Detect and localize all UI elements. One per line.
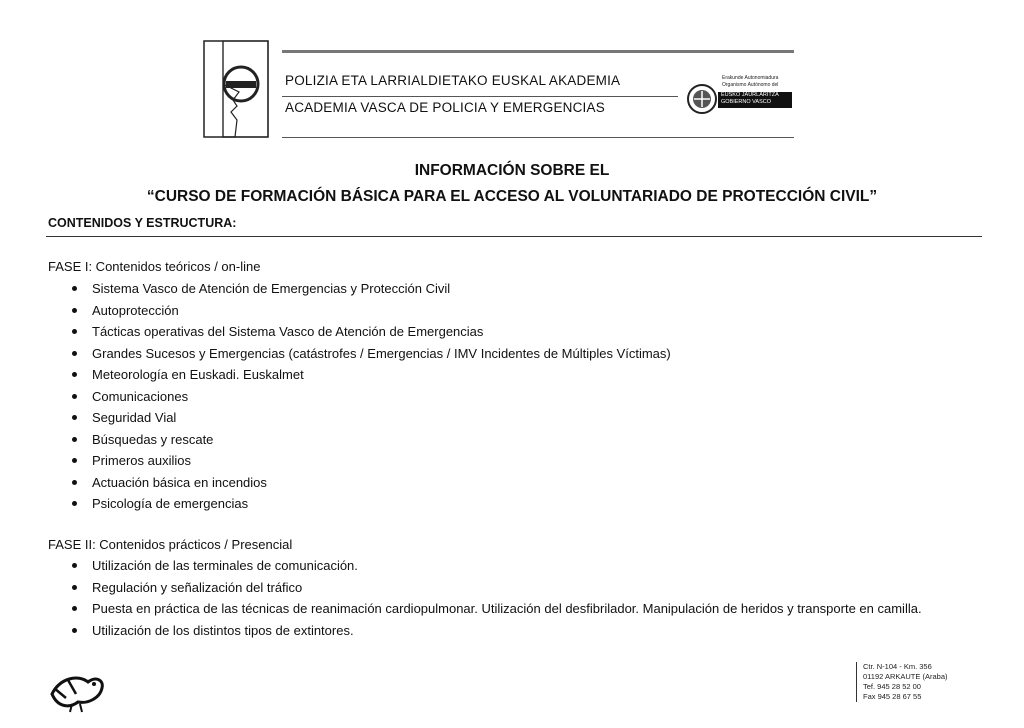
phase-2-heading: FASE II: Contenidos prácticos / Presencial [48,537,293,552]
list-item [66,555,922,577]
bullet-icon [72,606,77,611]
list-item-text: Puesta en práctica de las técnicas de reanimación cardiopulmonar. Utilización del desfibrilador. Manipulación de heridos y transporte en camilla. [92,601,922,616]
academy-name-spanish: ACADEMIA VASCA DE POLICIA Y EMERGENCIAS [285,100,605,115]
bullet-icon [72,394,77,399]
bullet-icon [72,372,77,377]
address-line: Ctr. N-104 - Km. 356 [863,662,932,671]
list-item [66,321,671,343]
academy-name-basque: POLIZIA ETA LARRIALDIETAKO EUSKAL AKADEMIA [285,73,621,88]
bullet-icon [72,501,77,506]
address-line: 01192 ARKAUTE (Araba) [863,672,948,681]
bird-logo-icon [48,668,108,714]
academy-emblem-icon [203,40,269,138]
list-item-text: Autoprotección [92,302,179,318]
list-item [66,407,671,429]
list-item-text: Meteorología en Euskadi. Euskalmet [92,367,304,382]
phase-2-list [66,555,922,641]
bullet-icon [72,480,77,485]
bullet-icon [72,437,77,442]
list-item-text: Utilización de las terminales de comunicación. [92,558,358,573]
document-title-line-1: INFORMACIÓN SOBRE EL [414,162,610,179]
bullet-icon [72,415,77,420]
list-item [66,364,671,386]
phase-1-heading: FASE I: Contenidos teóricos / on-line [48,259,261,274]
list-item [66,343,671,365]
gov-line-3: EUSKO JAURLARITZA [721,92,779,98]
list-item [66,620,922,642]
bullet-icon [72,286,77,291]
list-item-text: Seguridad Vial [92,410,177,425]
list-item [66,577,922,599]
bullet-icon [72,329,77,334]
header-top-rule [282,50,794,53]
fax-line: Fax 945 28 67 55 [863,692,922,701]
list-item-text: Búsquedas y rescate [92,431,214,447]
list-item-text: Primeros auxilios [92,453,191,468]
phase-1-list [66,278,671,515]
document-title-line-2: “CURSO DE FORMACIÓN BÁSICA PARA EL ACCESO AL VOLUNTARIADO DE PROTECCIÓN CIVIL” [146,188,878,205]
header-middle-rule [282,96,678,97]
list-item-text: Sistema Vasco de Atención de Emergencias y Protección Civil [92,281,451,296]
bullet-icon [72,308,77,313]
list-item-text: Regulación y señalización del tráfico [92,579,303,595]
gov-line-1: Erakunde Autonomiadura [722,75,779,81]
address-block [856,662,948,702]
gov-line-4: GOBIERNO VASCO [721,99,772,105]
list-item [66,472,671,494]
bullet-icon [72,351,77,356]
list-item [66,300,671,322]
list-item-text: Psicología de emergencias [92,496,249,511]
list-item [66,493,671,515]
list-item-text: Comunicaciones [92,388,189,404]
list-item [66,429,671,451]
list-item-text: Utilización de los distintos tipos de extintores. [92,622,354,638]
list-item-text: Grandes Sucesos y Emergencias (catástrofes / Emergencias / IMV Incidentes de Múltiples Víctimas) [92,345,671,361]
list-item [66,278,671,300]
phone-line: Tef. 945 28 52 00 [863,682,921,691]
bullet-icon [72,563,77,568]
header-bottom-rule [282,137,794,138]
section-heading: CONTENIDOS Y ESTRUCTURA: [48,216,237,230]
gov-name-box [718,92,792,108]
list-item [66,386,671,408]
gov-line-2: Organismo Autónomo del [722,82,779,88]
bullet-icon [72,628,77,633]
bullet-icon [72,458,77,463]
section-rule [46,236,982,237]
list-item [66,598,922,620]
list-item-text: Tácticas operativas del Sistema Vasco de Atención de Emergencias [92,324,484,339]
bullet-icon [72,585,77,590]
list-item-text: Actuación básica en incendios [92,474,267,490]
basque-government-emblem-icon [686,83,718,115]
list-item [66,450,671,472]
